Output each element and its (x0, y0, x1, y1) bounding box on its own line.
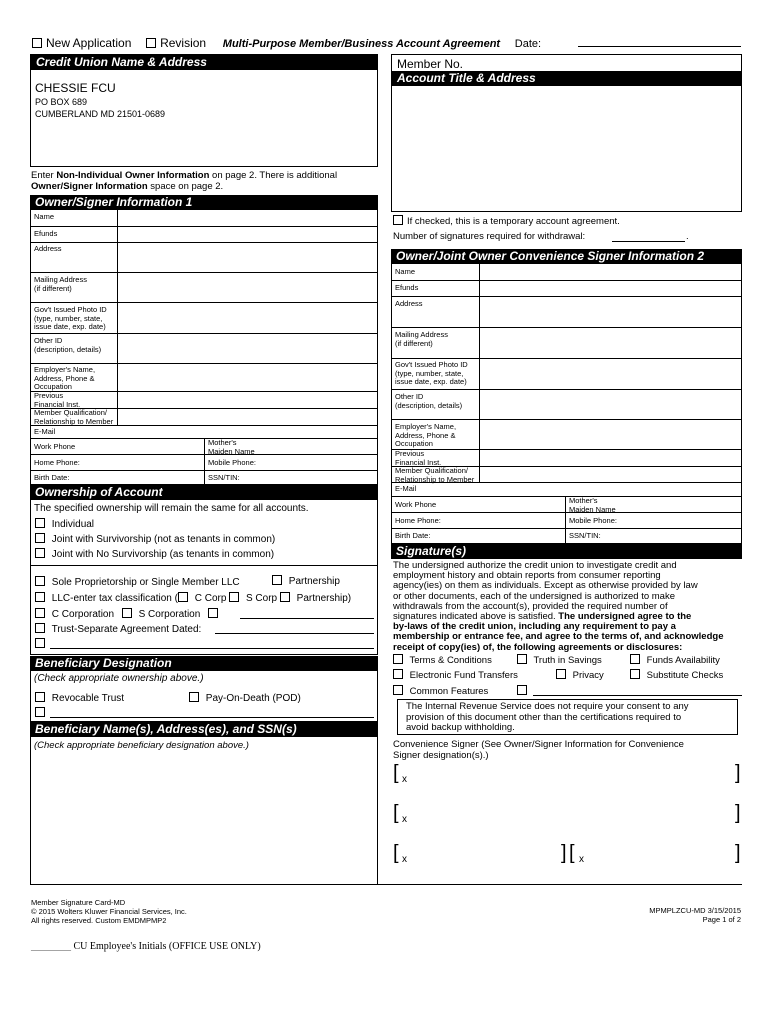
owner1-address-label: Address (34, 244, 62, 253)
c-corporation-checkbox[interactable] (35, 608, 45, 618)
owner1-table (30, 210, 378, 485)
ownership-intro: The specified ownership will remain the same for all accounts. (34, 503, 309, 514)
ownership-joint-survivorship: Joint with Survivorship (not as tenants in common) (35, 533, 275, 545)
owner2-address-label: Address (395, 299, 423, 308)
beneficiary-pod: Pay-On-Death (POD) (189, 692, 301, 704)
eft-checkbox[interactable] (393, 669, 403, 679)
member-box (391, 54, 742, 212)
account-title-label: Account Title & Address (392, 71, 741, 86)
owner1-qualification-label: Member Qualification/ Relationship to Member (34, 408, 114, 426)
owner2-mobile-phone-label: Mobile Phone: (569, 516, 617, 525)
owner2-photoid-label: Gov't Issued Photo ID (type, number, state, issue date, exp. date) (395, 360, 468, 386)
sole-prop-checkbox[interactable] (35, 576, 45, 586)
disclosure-privacy: Privacy (556, 669, 604, 681)
owner2-maiden-label: Mother's Maiden Name (569, 496, 616, 514)
owner2-ssn-label: SSN/TIN: (569, 531, 601, 540)
revocable-trust-checkbox[interactable] (35, 692, 45, 702)
common-features-checkbox[interactable] (393, 685, 403, 695)
trust-date-field[interactable] (215, 633, 374, 634)
owner2-qualification-label: Member Qualification/ Relationship to Member (395, 466, 475, 484)
owner2-title: Owner/Joint Owner Convenience Signer Information 2 (391, 249, 742, 264)
owner2-otherid-label: Other ID (description, details) (395, 392, 463, 410)
signatures-required-field[interactable] (612, 241, 685, 242)
llc-s-corp-checkbox[interactable] (229, 592, 239, 602)
disclosure-substitute: Substitute Checks (630, 669, 723, 681)
ownership-sole-prop: Sole Proprietorship or Single Member LLC (35, 576, 240, 588)
owner1-previous-label: Previous Financial Inst. (34, 391, 81, 409)
disclosure-eft: Electronic Fund Transfers (393, 669, 518, 681)
new-application-label: New Application (46, 36, 132, 50)
credit-union-title: Credit Union Name & Address (31, 55, 377, 70)
disclosure-other-checkbox[interactable] (517, 685, 527, 695)
owner1-otherid-label: Other ID (description, details) (34, 336, 102, 354)
disclosure-truth: Truth in Savings (517, 654, 602, 666)
credit-union-address-line1: PO BOX 689 (35, 97, 88, 107)
new-application-checkbox[interactable] (32, 38, 42, 48)
truth-in-savings-checkbox[interactable] (517, 654, 527, 664)
owner1-efunds-label: Efunds (34, 229, 58, 238)
owner2-email-label: E-Mail (395, 484, 417, 493)
employee-initials: ________ CU Employee's Initials (OFFICE USE ONLY) (31, 941, 261, 952)
revision-checkbox[interactable] (146, 38, 156, 48)
owner2-table (391, 264, 742, 544)
individual-checkbox[interactable] (35, 518, 45, 528)
form-title: Multi-Purpose Member/Business Account Agreement (222, 38, 501, 50)
ownership-trust: Trust-Separate Agreement Dated: (35, 623, 201, 635)
signatures-title: Signature(s) (391, 544, 742, 559)
pod-checkbox[interactable] (189, 692, 199, 702)
owner1-photoid-label: Gov't Issued Photo ID (type, number, state, issue date, exp. date) (34, 305, 107, 331)
llc-checkbox[interactable] (35, 592, 45, 602)
owner2-mailing-label: Mailing Address (if different) (395, 330, 448, 348)
footer-left: Member Signature Card-MD © 2015 Wolters Kluwer Financial Services, Inc. All rights reserved. Custom EMDMPMP2 (31, 898, 187, 925)
date-field[interactable] (578, 46, 741, 47)
joint-survivorship-checkbox[interactable] (35, 533, 45, 543)
owner1-mobile-phone-label: Mobile Phone: (208, 458, 256, 467)
corporation-other-field[interactable] (240, 618, 374, 619)
terms-checkbox[interactable] (393, 654, 403, 664)
privacy-checkbox[interactable] (556, 669, 566, 679)
owner1-maiden-label: Mother's Maiden Name (208, 438, 255, 456)
beneficiary-names-title: Beneficiary Name(s), Address(es), and SSN(s) (30, 722, 378, 737)
temporary-account-checkbox[interactable] (393, 215, 403, 225)
ownership-partnership: Partnership (272, 575, 340, 587)
beneficiary-instruction: (Check appropriate ownership above.) (34, 673, 204, 684)
credit-union-box (30, 54, 378, 167)
signatures-paragraph: The undersigned authorize the credit union to investigate credit and employment history and obtain reports from consumer reporting agency(ies) on them as individuals. Except as otherwise provided by law or other documents, each of the undersigned is authorized to make withdrawals from the account(s), provided the required number of signatures indicated above is satisfied. The undersigned agree to the by-laws of the credit union, including any requirement to pay a membership or entrance fee, and agree to the terms of, and acknowledge receipt of copy(ies) of, the following agreements or disclosures: (393, 560, 724, 653)
owner2-name-label: Name (395, 267, 416, 276)
footer-right: MPMPLZCU-MD 3/15/2015 Page 1 of 2 (649, 906, 741, 924)
funds-availability-checkbox[interactable] (630, 654, 640, 664)
s-corporation-checkbox[interactable] (122, 608, 132, 618)
ownership-other-checkbox[interactable] (35, 638, 45, 648)
temporary-account: If checked, this is a temporary account agreement. (393, 215, 620, 227)
substitute-checks-checkbox[interactable] (630, 669, 640, 679)
signatures-required: Number of signatures required for withdrawal: (393, 231, 586, 242)
owner1-home-phone-label: Home Phone: (34, 458, 80, 467)
ownership-title: Ownership of Account (30, 485, 378, 500)
ownership-individual: Individual (35, 518, 94, 530)
ownership-other-field[interactable] (50, 648, 374, 649)
beneficiary-title: Beneficiary Designation (30, 656, 378, 671)
employee-initials-field[interactable]: ________ (31, 941, 71, 952)
owner2-home-phone-label: Home Phone: (395, 516, 441, 525)
owner1-employer-label: Employer's Name, Address, Phone & Occupation (34, 365, 96, 391)
disclosure-common: Common Features (393, 685, 488, 697)
ownership-corporation: C Corporation S Corporation (35, 608, 222, 620)
disclosure-terms: Terms & Conditions (393, 654, 492, 666)
member-no-label[interactable]: Member No. (397, 57, 464, 71)
beneficiary-names-instruction: (Check appropriate beneficiary designation above.) (34, 740, 249, 751)
beneficiary-box (30, 656, 378, 722)
beneficiary-revocable: Revocable Trust (35, 692, 124, 704)
convenience-signer-note: Convenience Signer (See Owner/Signer Information for Convenience Signer designation(s).) (393, 739, 684, 761)
llc-partnership-checkbox[interactable] (280, 592, 290, 602)
ownership-llc: LLC-enter tax classification ( C Corp S Corp Partnership) (35, 592, 351, 604)
owner2-efunds-label: Efunds (395, 283, 419, 292)
owner1-work-phone-label: Work Phone (34, 442, 76, 451)
owner1-name-label: Name (34, 212, 55, 221)
date-label: Date: (514, 38, 542, 50)
bottom-rule (30, 884, 742, 885)
irs-notice: The Internal Revenue Service does not require your consent to any provision of this document other than the certifications required to avoid backup withholding. (397, 699, 738, 735)
corporation-other-checkbox[interactable] (208, 608, 218, 618)
owner1-mailing-label: Mailing Address (if different) (34, 275, 87, 293)
owner2-employer-label: Employer's Name, Address, Phone & Occupation (395, 422, 457, 448)
non-individual-note: Enter Non-Individual Owner Information on page 2. There is additional Owner/Signer Information space on page 2. (31, 170, 338, 192)
trust-checkbox[interactable] (35, 623, 45, 633)
revision-label: Revision (160, 36, 207, 50)
beneficiary-other-checkbox[interactable] (35, 707, 45, 717)
header (32, 36, 742, 50)
owner1-birth-date-label: Birth Date: (34, 473, 70, 482)
owner1-title: Owner/Signer Information 1 (30, 195, 378, 210)
disclosure-other-field[interactable] (533, 695, 742, 696)
signatures-period: . (686, 231, 689, 242)
partnership-checkbox[interactable] (272, 575, 282, 585)
owner2-birth-date-label: Birth Date: (395, 531, 431, 540)
joint-no-survivorship-checkbox[interactable] (35, 548, 45, 558)
credit-union-address-line2: CUMBERLAND MD 21501-0689 (35, 109, 166, 119)
owner1-ssn-label: SSN/TIN: (208, 473, 240, 482)
beneficiary-other-field[interactable] (50, 717, 374, 718)
owner1-email-label: E-Mail (34, 427, 56, 436)
owner2-previous-label: Previous Financial Inst. (395, 449, 442, 467)
owner2-work-phone-label: Work Phone (395, 500, 437, 509)
llc-c-corp-checkbox[interactable] (178, 592, 188, 602)
ownership-joint-no-survivorship: Joint with No Survivorship (as tenants in common) (35, 548, 274, 560)
credit-union-name: CHESSIE FCU (35, 81, 116, 95)
disclosure-funds: Funds Availability (630, 654, 720, 666)
